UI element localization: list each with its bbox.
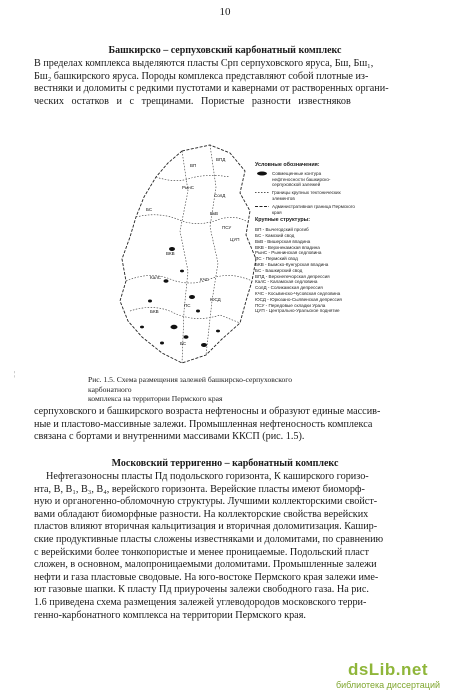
map-label: КалС — [150, 275, 161, 280]
map-label: БС — [146, 207, 153, 212]
watermark — [336, 660, 440, 690]
text-line: вестняки и доломиты с редкими пустотами и кавернами от растворенных органи- — [34, 83, 389, 95]
map-label: БС — [180, 341, 187, 346]
map-legend — [255, 163, 355, 314]
text-line: сложен, в основном, малопроницаемыми доломитами. Промышленные залежи — [34, 559, 377, 571]
text-line: В пределах комплекса выделяются пласты Срп серпуховского яруса, Бш, Бш₁, — [34, 58, 374, 69]
structure-item: БКВ - Бымско-Кунгурская впадина — [255, 261, 329, 267]
deposit-contour — [189, 295, 195, 299]
legend-text: Границы крупных тектонических элементов — [272, 190, 341, 201]
deposit-contour — [196, 310, 200, 313]
text-line: ские продуктивные пласты сложены известняками и доломитами, по сравнению — [34, 533, 384, 545]
map-label: СолД — [214, 193, 226, 198]
paragraph-bashkir — [34, 58, 410, 108]
map-label: ПСУ — [222, 225, 232, 230]
map-label: ВКВ — [166, 251, 175, 256]
text-line: вами обладают биоморфные разности. На коллекторские свойства верейских — [34, 508, 369, 520]
structure-item: ЮСД - Юрюзано-Сылвенская депрессия — [255, 296, 342, 302]
paragraph-bashkir-continued — [34, 406, 410, 444]
map-label: ЮСД — [210, 297, 221, 302]
legend-item — [255, 204, 355, 216]
section-heading-moscow: Московский терригенно – карбонатный комплекс — [111, 458, 339, 469]
text-line: ную и органогенно-обломочную структуры. Лучшими коллекторскими свойст- — [34, 496, 378, 508]
structures-title: Крупные структуры: — [255, 217, 311, 224]
structure-item: ЦУП - Центрально-Уральское поднятие — [255, 308, 340, 314]
deposit-contour — [148, 300, 152, 303]
deposit-contour — [216, 330, 220, 333]
map-label: ПС — [184, 303, 191, 308]
tectonic-boundary — [180, 151, 188, 363]
text-line: ные и пластово-массивные залежи. Промышленная нефтеносность комплекса — [34, 418, 373, 430]
structure-item: РынС - Рыннинская седловина — [255, 250, 322, 256]
legend-text: Административная граница Пермского края — [272, 203, 355, 215]
deposit-contour — [201, 343, 207, 347]
map-label: РынС — [182, 185, 194, 190]
structure-item: СолД - Соликамская депрессия — [255, 285, 323, 291]
deposit-contour — [171, 325, 178, 329]
deposit-contour — [140, 326, 144, 329]
watermark-brand: dsLib.net — [347, 660, 429, 679]
margin-mark: ¦ — [14, 370, 16, 378]
structure-item: ПСУ - Передовые складки Урала — [255, 302, 326, 308]
text-line: пластов влияют вторичная кальцитизация и вторичная доломитизация. Кашир- — [34, 521, 378, 533]
legend-item — [255, 171, 355, 188]
structure-item: БС - Камский свод — [255, 232, 295, 238]
figure-caption — [88, 375, 328, 404]
map-label: ВкВ — [210, 211, 218, 216]
section-heading-bashkir: Башкирско – серпуховский карбонатный комплекс — [108, 45, 342, 56]
map-label: КЧС — [200, 277, 209, 282]
structure-item: ВКВ - Верхнекамская впадина — [255, 244, 320, 250]
map-label: ЦУП — [230, 237, 240, 242]
tectonic-boundary — [136, 215, 246, 224]
page-number: 10 — [219, 6, 231, 18]
text-line: нта, В, В₁, В₃, В₄, верейского горизонта. Верейские пласты имеют биоморф- — [34, 483, 365, 495]
tectonic-boundary — [156, 175, 230, 180]
text-line: серпуховского и башкирского возраста нефтеносны и образуют единые массив- — [34, 406, 381, 417]
caption-line: Рис. 1.5. Схема размещения залежей башкирско-серпуховского карбонатного — [88, 375, 293, 394]
deposit-contour — [180, 270, 184, 273]
deposit-legend-icon — [255, 171, 269, 176]
tectonic-boundary — [130, 307, 240, 323]
deposit-contour — [184, 335, 189, 339]
text-line: нефти и газа пластовые сводовые. На юго-востоке Пермского края залежи име- — [34, 571, 379, 583]
text-line: ют газовые шапки. К пласту Пд приурочены залежи свободного газа. На рис. — [34, 584, 369, 596]
text-line: ческих остатков и с трещинами. Пористые разности известняков — [34, 95, 351, 107]
text-line: связана с бортами и внутренними массивами ККСП (рис. 1.5). — [34, 431, 305, 443]
text-line: Бш₂ башкирского яруса. Породы комплекса представляют собой плотные из- — [34, 70, 369, 82]
structure-item: БС - Башкирский свод — [255, 267, 303, 273]
map-label: ВПД — [216, 157, 226, 162]
legend-item — [255, 190, 355, 202]
text-line: Нефтегазоносны пласты Пд подольского горизонта, К каширского горизо- — [46, 471, 369, 482]
deposit-contour — [164, 279, 169, 283]
structures-list — [255, 227, 355, 314]
map-label: ВП — [190, 163, 197, 168]
tectonic-boundary — [126, 275, 252, 283]
structure-item: ВкВ - Вишерская впадина — [255, 238, 311, 244]
tectonic-boundary — [206, 145, 218, 355]
structure-item: ВП - Вычегодский прогиб — [255, 227, 309, 233]
map-label: БКВ — [150, 309, 159, 314]
caption-line: комплекса на территории Пермского края — [88, 394, 223, 403]
structure-item: КалС - Каламская седловина — [255, 279, 318, 285]
admin-line-icon — [255, 204, 269, 209]
legend-text: Совмещенные контура нефтеносности башкирско-серпуховской залежей — [272, 170, 331, 188]
structure-item: КЧС - Косьвинско-Чусовская седловина — [255, 290, 341, 296]
deposit-contour — [160, 342, 164, 345]
structure-item: ПС - Пермский свод — [255, 256, 298, 262]
admin-boundary — [120, 145, 256, 363]
text-line: 1.6 приведена схема размещения залежей углеводородов московского терри- — [34, 596, 367, 608]
watermark-subtitle: библиотека диссертаций — [335, 680, 440, 690]
structure-item: ВПД - Верхнепечорская депрессия — [255, 273, 330, 279]
text-line: генно-карбонатного комплекса на территории Пермского края. — [34, 609, 306, 621]
legend-title: Условные обозначения: — [255, 162, 320, 168]
paragraph-moscow — [34, 471, 410, 622]
tectonic-line-icon — [255, 190, 269, 195]
text-line: с верейскими более тонкопористые и менее проницаемые. Подольский пласт — [34, 546, 369, 558]
